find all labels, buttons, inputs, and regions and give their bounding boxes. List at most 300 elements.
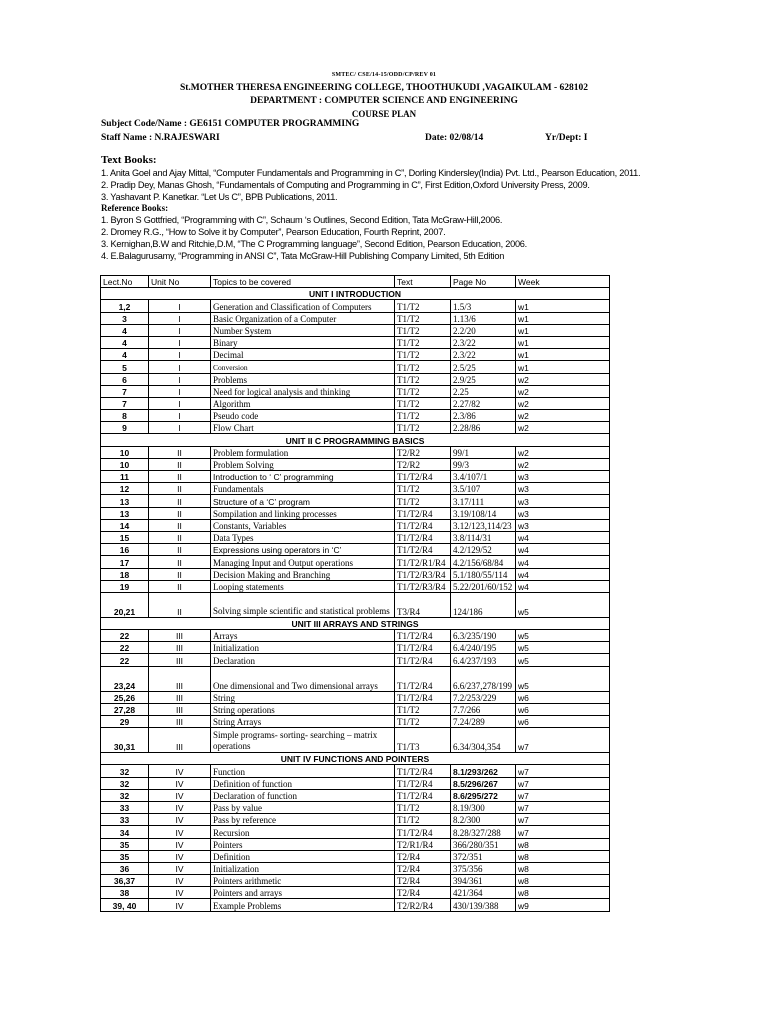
week-cell: w2 (516, 422, 610, 434)
unit-no-cell: III (149, 716, 211, 728)
page-no-cell: 8.6/295/272 (451, 789, 516, 801)
week-cell: w8 (516, 838, 610, 850)
page-no-cell: 3.19/108/14 (451, 507, 516, 519)
topic-cell: Pointers arithmetic (211, 875, 395, 887)
topic-cell: Pass by reference (211, 814, 395, 826)
table-row (101, 703, 610, 715)
lect-no-cell: 22 (101, 630, 149, 642)
lect-no-cell: 7 (101, 397, 149, 409)
text-cell: T1/T2 (395, 422, 451, 434)
topic-cell: Introduction to ‘ C’ programming (211, 471, 395, 483)
reference-book-item: 3. Kernighan,B.W and Ritchie,D.M, “The C Programming language”, Second Edition, Pearson Education, 2006. (101, 239, 527, 249)
lect-no-cell: 18 (101, 568, 149, 580)
table-row (101, 654, 610, 666)
text-cell: T1/T2 (395, 495, 451, 507)
lect-no-cell: 30,31 (101, 728, 149, 753)
week-cell: w1 (516, 361, 610, 373)
unit-no-cell: II (149, 519, 211, 531)
week-cell: w7 (516, 765, 610, 777)
unit-heading-row (101, 434, 610, 446)
page-no-cell: 2.2/20 (451, 324, 516, 336)
topic-cell: Expressions using operators in ‘C’ (211, 544, 395, 556)
table-row (101, 862, 610, 874)
page-no-cell: 2.28/86 (451, 422, 516, 434)
topic-cell: Need for logical analysis and thinking (211, 385, 395, 397)
page-no-cell: 5.22/201/60/152 (451, 580, 516, 592)
text-cell: T1/T2/R1/R4 (395, 556, 451, 568)
page-no-cell: 3.17/111 (451, 495, 516, 507)
table-row (101, 801, 610, 813)
page-no-cell: 99/3 (451, 458, 516, 470)
text-cell: T2/R2 (395, 458, 451, 470)
week-cell: w2 (516, 397, 610, 409)
topic-cell: Example Problems (211, 899, 395, 911)
topic-cell: Sompilation and linking processes (211, 507, 395, 519)
page-no-cell: 7.7/266 (451, 703, 516, 715)
unit-no-cell: I (149, 300, 211, 312)
week-cell: w7 (516, 814, 610, 826)
column-header: Topics to be covered (211, 276, 395, 288)
lect-no-cell: 6 (101, 373, 149, 385)
table-header-row (101, 276, 610, 288)
unit-no-cell: I (149, 349, 211, 361)
page-no-cell: 124/186 (451, 592, 516, 617)
table-row (101, 373, 610, 385)
week-cell: w6 (516, 691, 610, 703)
lect-no-cell: 4 (101, 349, 149, 361)
text-book-item: 2. Pradip Dey, Manas Ghosh, “Fundamentals of Computing and Programming in C”, First Edition,Oxford University Press, 2009. (101, 180, 590, 190)
unit-heading-row (101, 753, 610, 765)
lect-no-cell: 29 (101, 716, 149, 728)
week-cell: w6 (516, 716, 610, 728)
lect-no-cell: 35 (101, 850, 149, 862)
page-no-cell: 7.24/289 (451, 716, 516, 728)
unit-no-cell: IV (149, 777, 211, 789)
unit-no-cell: II (149, 446, 211, 458)
text-cell: T1/T2/R4 (395, 519, 451, 531)
table-row (101, 519, 610, 531)
unit-no-cell: II (149, 483, 211, 495)
lect-no-cell: 16 (101, 544, 149, 556)
topic-cell: One dimensional and Two dimensional arrays (211, 666, 395, 691)
table-row (101, 531, 610, 543)
lect-no-cell: 3 (101, 312, 149, 324)
topic-cell: Pointers and arrays (211, 887, 395, 899)
page-no-cell: 3.12/123,114/23 (451, 519, 516, 531)
table-row (101, 850, 610, 862)
text-cell: T1/T2/R3/R4 (395, 580, 451, 592)
page-no-cell: 3.5/107 (451, 483, 516, 495)
page-no-cell: 3.4/107/1 (451, 471, 516, 483)
text-cell: T1/T2 (395, 483, 451, 495)
text-cell: T3/R4 (395, 592, 451, 617)
week-cell: w2 (516, 385, 610, 397)
unit-no-cell: IV (149, 862, 211, 874)
unit-no-cell: II (149, 507, 211, 519)
lect-no-cell: 17 (101, 556, 149, 568)
page-no-cell: 8.2/300 (451, 814, 516, 826)
unit-no-cell: IV (149, 765, 211, 777)
document-code: SMTEC/ CSE/14-15/ODD/CP/REV 01 (331, 72, 437, 78)
unit-no-cell: II (149, 568, 211, 580)
week-cell: w4 (516, 544, 610, 556)
table-row (101, 592, 610, 617)
topic-cell: Arrays (211, 630, 395, 642)
lect-no-cell: 32 (101, 789, 149, 801)
week-cell: w7 (516, 826, 610, 838)
unit-heading: UNIT III ARRAYS AND STRINGS (101, 617, 610, 629)
lect-no-cell: 23,24 (101, 666, 149, 691)
topic-cell: Problem Solving (211, 458, 395, 470)
week-cell: w3 (516, 495, 610, 507)
unit-heading-row (101, 617, 610, 629)
topic-cell: Managing Input and Output operations (211, 556, 395, 568)
table-row (101, 495, 610, 507)
week-cell: w4 (516, 531, 610, 543)
text-cell: T1/T2/R4 (395, 507, 451, 519)
text-cell: T1/T2/R4 (395, 826, 451, 838)
week-cell: w1 (516, 336, 610, 348)
page-no-cell: 6.6/237,278/199 (451, 666, 516, 691)
lect-no-cell: 11 (101, 471, 149, 483)
text-cell: T1/T2 (395, 703, 451, 715)
week-cell: w7 (516, 728, 610, 753)
week-cell: w3 (516, 507, 610, 519)
topic-cell: Declaration of function (211, 789, 395, 801)
unit-no-cell: IV (149, 850, 211, 862)
reference-books-heading: Reference Books: (101, 203, 169, 213)
table-row (101, 300, 610, 312)
page-no-cell: 6.34/304,354 (451, 728, 516, 753)
unit-no-cell: I (149, 361, 211, 373)
text-cell: T1/T2/R4 (395, 471, 451, 483)
table-row (101, 556, 610, 568)
lect-no-cell: 27,28 (101, 703, 149, 715)
unit-heading: UNIT I INTRODUCTION (101, 288, 610, 300)
topic-cell: Function (211, 765, 395, 777)
topic-cell: Definition of function (211, 777, 395, 789)
week-cell: w3 (516, 471, 610, 483)
page-no-cell: 2.3/22 (451, 336, 516, 348)
table-row (101, 875, 610, 887)
column-header: Page No (451, 276, 516, 288)
unit-no-cell: I (149, 312, 211, 324)
page-no-cell: 366/280/351 (451, 838, 516, 850)
topic-cell: Binary (211, 336, 395, 348)
unit-no-cell: III (149, 728, 211, 753)
text-cell: T2/R4 (395, 862, 451, 874)
text-cell: T1/T2/R4 (395, 654, 451, 666)
table-row (101, 887, 610, 899)
text-cell: T1/T2 (395, 300, 451, 312)
text-book-item: 3. Yashavant P. Kanetkar. “Let Us C”, BPB Publications, 2011. (101, 192, 338, 202)
table-row (101, 312, 610, 324)
week-cell: w5 (516, 630, 610, 642)
unit-no-cell: I (149, 324, 211, 336)
lect-no-cell: 9 (101, 422, 149, 434)
text-cell: T1/T2/R4 (395, 777, 451, 789)
lect-no-cell: 22 (101, 642, 149, 654)
topic-cell: Solving simple scientific and statistical problems (211, 592, 395, 617)
course-plan-title: COURSE PLAN (351, 109, 417, 119)
lect-no-cell: 1,2 (101, 300, 149, 312)
lect-no-cell: 25,26 (101, 691, 149, 703)
lect-no-cell: 33 (101, 801, 149, 813)
topic-cell: String Arrays (211, 716, 395, 728)
unit-heading: UNIT II C PROGRAMMING BASICS (101, 434, 610, 446)
topic-cell: Declaration (211, 654, 395, 666)
week-cell: w5 (516, 654, 610, 666)
staff-line: Staff Name : N.RAJESWARI (101, 133, 220, 143)
page-no-cell: 375/356 (451, 862, 516, 874)
table-row (101, 826, 610, 838)
week-cell: w3 (516, 519, 610, 531)
week-cell: w2 (516, 410, 610, 422)
topic-cell: Pseudo code (211, 410, 395, 422)
text-cell: T1/T2 (395, 373, 451, 385)
topic-cell: Initialization (211, 642, 395, 654)
text-books-heading: Text Books: (101, 154, 157, 166)
text-cell: T1/T2/R4 (395, 544, 451, 556)
page-no-cell: 372/351 (451, 850, 516, 862)
week-cell: w5 (516, 592, 610, 617)
topic-cell: Flow Chart (211, 422, 395, 434)
text-cell: T1/T2 (395, 397, 451, 409)
text-cell: T1/T2 (395, 385, 451, 397)
text-cell: T1/T2 (395, 814, 451, 826)
week-cell: w8 (516, 850, 610, 862)
text-cell: T1/T2 (395, 336, 451, 348)
topic-cell: Pass by value (211, 801, 395, 813)
reference-book-item: 4. E.Balagurusamy, “Programming in ANSI C”, Tata McGraw-Hill Publishing Company Limited, 5th Edition (101, 251, 505, 261)
text-cell: T2/R4 (395, 887, 451, 899)
college-name: St.MOTHER THERESA ENGINEERING COLLEGE, THOOTHUKUDI ,VAGAIKULAM - 628102 (179, 83, 589, 93)
topic-cell: String (211, 691, 395, 703)
text-cell: T1/T2/R4 (395, 765, 451, 777)
unit-no-cell: III (149, 703, 211, 715)
week-cell: w7 (516, 789, 610, 801)
week-cell: w6 (516, 703, 610, 715)
unit-no-cell: II (149, 531, 211, 543)
lect-no-cell: 36 (101, 862, 149, 874)
topic-cell: Initialization (211, 862, 395, 874)
table-row (101, 397, 610, 409)
unit-no-cell: I (149, 373, 211, 385)
lect-no-cell: 32 (101, 777, 149, 789)
week-cell: w2 (516, 373, 610, 385)
lect-no-cell: 7 (101, 385, 149, 397)
topic-cell: Decision Making and Branching (211, 568, 395, 580)
table-row (101, 814, 610, 826)
topic-cell: Pointers (211, 838, 395, 850)
unit-no-cell: IV (149, 826, 211, 838)
unit-no-cell: II (149, 458, 211, 470)
unit-no-cell: III (149, 654, 211, 666)
table-row (101, 691, 610, 703)
week-cell: w8 (516, 862, 610, 874)
unit-no-cell: II (149, 592, 211, 617)
text-cell: T1/T2 (395, 349, 451, 361)
unit-no-cell: I (149, 397, 211, 409)
table-row (101, 630, 610, 642)
lect-no-cell: 4 (101, 336, 149, 348)
unit-no-cell: IV (149, 899, 211, 911)
lect-no-cell: 33 (101, 814, 149, 826)
page-no-cell: 99/1 (451, 446, 516, 458)
week-cell: w1 (516, 349, 610, 361)
text-cell: T1/T2 (395, 716, 451, 728)
table-row (101, 422, 610, 434)
page-no-cell: 6.4/237/193 (451, 654, 516, 666)
topic-cell: Generation and Classification of Computers (211, 300, 395, 312)
lect-no-cell: 34 (101, 826, 149, 838)
subject-line: Subject Code/Name : GE6151 COMPUTER PROGRAMMING (101, 119, 360, 129)
topic-cell: Basic Organization of a Computer (211, 312, 395, 324)
lect-no-cell: 10 (101, 446, 149, 458)
week-cell: w4 (516, 556, 610, 568)
table-row (101, 716, 610, 728)
text-cell: T1/T2 (395, 361, 451, 373)
week-cell: w4 (516, 580, 610, 592)
lect-no-cell: 8 (101, 410, 149, 422)
text-cell: T1/T2/R4 (395, 789, 451, 801)
week-cell: w3 (516, 483, 610, 495)
lect-no-cell: 38 (101, 887, 149, 899)
department-title: DEPARTMENT : COMPUTER SCIENCE AND ENGINEERING (250, 96, 518, 106)
unit-no-cell: I (149, 336, 211, 348)
table-row (101, 483, 610, 495)
text-cell: T1/T2 (395, 410, 451, 422)
week-cell: w7 (516, 777, 610, 789)
page-no-cell: 1.13/6 (451, 312, 516, 324)
page-no-cell: 3.8/114/31 (451, 531, 516, 543)
text-cell: T2/R4 (395, 850, 451, 862)
page-no-cell: 2.27/82 (451, 397, 516, 409)
week-cell: w5 (516, 642, 610, 654)
text-cell: T1/T2/R4 (395, 630, 451, 642)
page-no-cell: 8.19/300 (451, 801, 516, 813)
topic-cell: Data Types (211, 531, 395, 543)
topic-cell: Problems (211, 373, 395, 385)
week-cell: w9 (516, 899, 610, 911)
table-row (101, 899, 610, 911)
table-row (101, 568, 610, 580)
page-no-cell: 2.5/25 (451, 361, 516, 373)
topic-cell: String operations (211, 703, 395, 715)
table-row (101, 446, 610, 458)
topic-cell: Fundamentals (211, 483, 395, 495)
unit-no-cell: I (149, 385, 211, 397)
table-row (101, 336, 610, 348)
table-row (101, 410, 610, 422)
week-cell: w7 (516, 801, 610, 813)
text-cell: T1/T2/R4 (395, 531, 451, 543)
course-plan-body (101, 276, 610, 912)
unit-no-cell: IV (149, 838, 211, 850)
year-dept-line: Yr/Dept: I (545, 133, 588, 143)
unit-no-cell: II (149, 495, 211, 507)
page-no-cell: 6.4/240/195 (451, 642, 516, 654)
page-no-cell: 4.2/156/68/84 (451, 556, 516, 568)
topic-cell: Definition (211, 850, 395, 862)
date-line: Date: 02/08/14 (425, 133, 484, 143)
text-cell: T1/T2 (395, 324, 451, 336)
topic-cell: Looping statements (211, 580, 395, 592)
lect-no-cell: 14 (101, 519, 149, 531)
lect-no-cell: 20,21 (101, 592, 149, 617)
week-cell: w8 (516, 887, 610, 899)
lect-no-cell: 12 (101, 483, 149, 495)
table-row (101, 642, 610, 654)
table-row (101, 349, 610, 361)
unit-no-cell: II (149, 544, 211, 556)
week-cell: w1 (516, 324, 610, 336)
unit-no-cell: III (149, 691, 211, 703)
unit-no-cell: III (149, 642, 211, 654)
week-cell: w1 (516, 300, 610, 312)
topic-cell: Simple programs- sorting- searching – matrix operations (211, 728, 395, 753)
unit-no-cell: IV (149, 801, 211, 813)
text-cell: T2/R2 (395, 446, 451, 458)
table-row (101, 728, 610, 753)
table-row (101, 361, 610, 373)
reference-book-item: 2. Dromey R.G., “How to Solve it by Computer”, Pearson Education, Fourth Reprint, 2007. (101, 227, 446, 237)
text-book-item: 1. Anita Goel and Ajay Mittal, “Computer Fundamentals and Programming in C”, Dorling Kindersley(India) Pvt. Ltd., Pearson Education, 2011. (101, 168, 641, 178)
unit-no-cell: IV (149, 887, 211, 899)
text-cell: T1/T2/R4 (395, 666, 451, 691)
column-header: Week (516, 276, 610, 288)
unit-no-cell: III (149, 630, 211, 642)
week-cell: w8 (516, 875, 610, 887)
page-no-cell: 8.1/293/262 (451, 765, 516, 777)
lect-no-cell: 13 (101, 507, 149, 519)
text-cell: T1/T2/R4 (395, 642, 451, 654)
topic-cell: Algorithm (211, 397, 395, 409)
page-no-cell: 8.5/296/267 (451, 777, 516, 789)
topic-cell: Constants, Variables (211, 519, 395, 531)
unit-no-cell: III (149, 666, 211, 691)
table-row (101, 471, 610, 483)
lect-no-cell: 22 (101, 654, 149, 666)
table-row (101, 765, 610, 777)
lect-no-cell: 13 (101, 495, 149, 507)
topic-cell: Number System (211, 324, 395, 336)
column-header: Text (395, 276, 451, 288)
week-cell: w5 (516, 666, 610, 691)
lect-no-cell: 32 (101, 765, 149, 777)
page-no-cell: 7.2/253/229 (451, 691, 516, 703)
topic-cell: Problem formulation (211, 446, 395, 458)
page-no-cell: 5.1/180/55/114 (451, 568, 516, 580)
unit-heading-row (101, 288, 610, 300)
unit-no-cell: IV (149, 875, 211, 887)
lect-no-cell: 19 (101, 580, 149, 592)
lect-no-cell: 36,37 (101, 875, 149, 887)
topic-cell: Decimal (211, 349, 395, 361)
page-no-cell: 1.5/3 (451, 300, 516, 312)
week-cell: w2 (516, 446, 610, 458)
unit-no-cell: II (149, 580, 211, 592)
unit-no-cell: II (149, 471, 211, 483)
table-row (101, 324, 610, 336)
lect-no-cell: 10 (101, 458, 149, 470)
table-row (101, 838, 610, 850)
page-no-cell: 6.3/235/190 (451, 630, 516, 642)
text-cell: T2/R2/R4 (395, 899, 451, 911)
page-no-cell: 421/364 (451, 887, 516, 899)
text-cell: T1/T2 (395, 801, 451, 813)
lect-no-cell: 4 (101, 324, 149, 336)
